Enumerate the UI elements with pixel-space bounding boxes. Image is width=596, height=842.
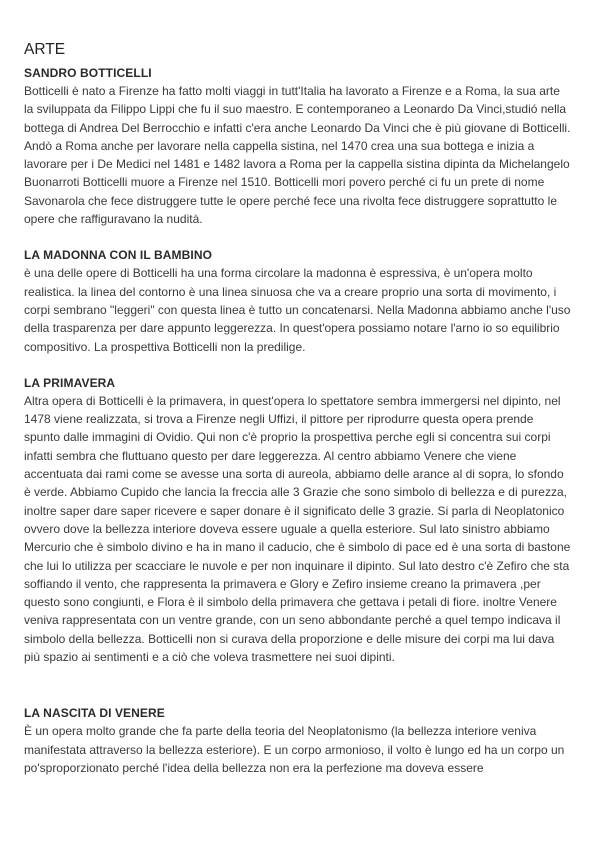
- section-heading: SANDRO BOTTICELLI: [24, 66, 152, 80]
- spacer: [24, 666, 572, 704]
- section-madonna-con-il-bambino: [24, 246, 572, 355]
- spacer: [24, 356, 572, 374]
- spacer: [24, 228, 572, 246]
- section-body: Botticelli è nato a Firenze ha fatto molti viaggi in tutt'Italia ha lavorato a Firenze e a Roma, la sua arte la sviluppata da Filippo Lippi che fu il suo maestro. E contemporaneo a Leonardo Da Vinci,studió nella bottega di Andrea Del Berrocchio e infatti c'era anche Leonardo Da Vinci che è più giovane di Botticelli. Andò a Roma anche per lavorare nella cappella sistina, nel 1470 crea una sua bottega e inizia a lavorare per i De Medici nel 1481 e 1482 lavora a Roma per la cappella sistina dipinta da Michelangelo Buonarroti Botticelli muore a Firenze nel 1510. Botticelli mori povero perché ci fu un prete di nome Savonarola che fece distruggere tutte le opere perché fece una rivolta fece distruggere soprattutto le opere che raffiguravano la nudità.: [24, 84, 571, 227]
- section-body: Altra opera di Botticelli è la primavera, in quest'opera lo spettatore sembra immergersi nel dipinto, nel 1478 viene realizzata, si trova a Firenze negli Uffizi, il pittore per riprodurre questa opera prende spunto dalle immagini di Ovidio. Qui non c'è proprio la prospettiva perche egli si concentra sui corpi infatti sembra che fluttuano questo per dare leggerezza. Al centro abbiamo Venere che viene accentuata dai rami come se avesse una sorta di aureola, abbiamo delle arance al di sopra, lo sfondo è verde. Abbiamo Cupido che lancia la freccia alle 3 Grazie che sono simbolo di bellezza e di purezza, inoltre saper dare saper ricevere e saper donare è il significato delle 3 grazie. Si parla di Neoplatonico ovvero dove la bellezza interiore doveva essere uguale a quella esteriore. Sul lato sinistro abbiamo Mercurio che è simbolo divino e ha in mano il caducio, che è simbolo di pace ed è una sorta di bastone che lui lo utilizza per scacciare le nuvole e per non inquinare il dipinto. Sul lato destro c'è Zefiro che sta soffiando il vento, che rappresenta la primavera e Glory e Zefiro insieme creano la primavera ,per questo sono congiunti, e Flora è il simbolo della primavera che gettava i petali di fiore. inoltre Venere veniva rappresentata con un ventre grande, con un seno abbondante perché a quel tempo indicava il simbolo della bellezza. Botticelli non si curava della proporzione e delle misure dei corpi ma lui dava più spazio ai sentimenti e a ciò che voleva trasmettere nei suoi dipinti.: [24, 393, 571, 665]
- section-body: è una delle opere di Botticelli ha una forma circolare la madonna è espressiva, è un'opera molto realistica. la linea del contorno è una linea sinuosa che va a creare proprio una sorta di movimento, i corpi sembrano "leggeri" con questa linea è tutto un concatenarsi. Nella Madonna abbiamo anche l'uso della trasparenza per dare appunto leggerezza. In quest'opera possiamo notare l'arno io so equilibrio compositivo. La prospettiva Botticelli non la predilige.: [24, 266, 571, 354]
- section-sandro-botticelli: [24, 64, 572, 228]
- section-la-primavera: [24, 374, 572, 666]
- document-title: ARTE: [24, 41, 66, 58]
- section-heading: LA NASCITA DI VENERE: [24, 706, 165, 721]
- section-heading: LA PRIMAVERA: [24, 375, 116, 390]
- section-heading: LA MADONNA CON IL BAMBINO: [24, 248, 213, 263]
- section-la-nascita-di-venere: [24, 704, 572, 777]
- section-body: È un opera molto grande che fa parte della teoria del Neoplatonismo (la bellezza interiore veniva manifestata attraverso la bellezza esteriore). E un corpo armonioso, il volto è lungo ed ha un corpo un po'sproporzionato perché l'idea della bellezza non era la perfezione ma doveva essere: [24, 724, 565, 775]
